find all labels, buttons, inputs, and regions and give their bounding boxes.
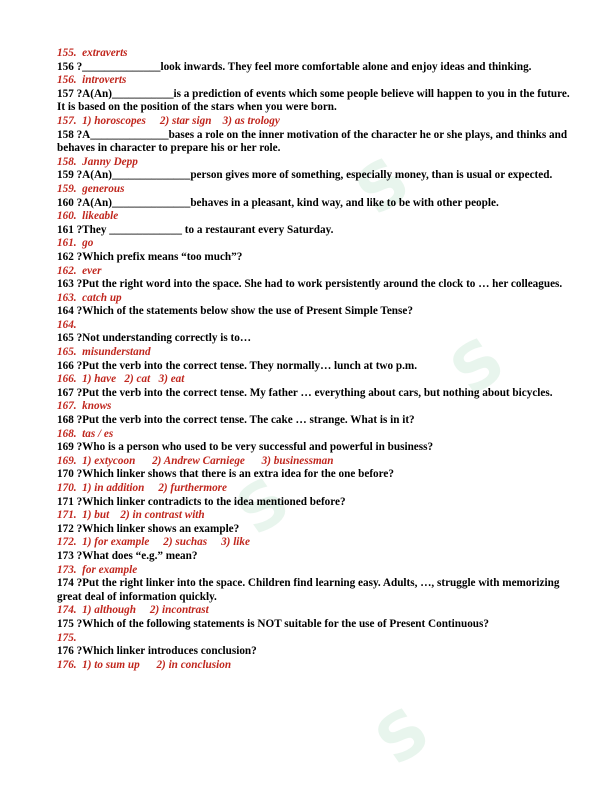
answer-text: 175.	[57, 631, 77, 644]
question-text: 166 ?Put the verb into the correct tense. They normally… lunch at two p.m.	[57, 359, 418, 372]
question-text: 160 ?A(An)______________behaves in a pleasant, kind way, and like to be with other people.	[57, 196, 499, 209]
question-text: 165 ?Not understanding correctly is to…	[57, 332, 252, 345]
answer-text: 158. Janny Depp	[57, 155, 138, 168]
answer-text: 156. introverts	[57, 74, 127, 87]
question-text: 170 ?Which linker shows that there is an extra idea for the one before?	[57, 468, 394, 481]
answer-text: 172. 1) for example 2) suchas 3) like	[57, 536, 250, 549]
question-text: 173 ?What does “e.g.” mean?	[57, 549, 198, 562]
answer-text: 159. generous	[57, 182, 125, 195]
answer-text: 164.	[57, 318, 77, 331]
watermark-logo-4: S	[362, 693, 444, 781]
answer-text: 157. 1) horoscopes 2) star sign 3) as trology	[57, 114, 280, 127]
watermark-logo-1: S	[342, 143, 424, 231]
question-text: 167 ?Put the verb into the correct tense. My father … everything about cars, but nothing about bicycles.	[57, 386, 553, 399]
answer-text: 160. likeable	[57, 210, 119, 223]
question-text: 162 ?Which prefix means “too much”?	[57, 250, 243, 263]
question-text: 171 ?Which linker contradicts to the idea mentioned before?	[57, 495, 346, 508]
answer-text: 174. 1) although 2) incontrast	[57, 604, 209, 617]
question-text: 174 ?Put the right linker into the space. Children find learning easy. Adults, …, struggle with memorizing great deal of information quickly.	[57, 577, 560, 603]
watermark-logo-3: S	[222, 463, 304, 551]
answer-text: 162. ever	[57, 264, 102, 277]
answer-text: 155. extraverts	[57, 47, 128, 59]
answer-text: 170. 1) in addition 2) furthermore	[57, 482, 228, 494]
question-text: 176 ?Which linker introduces conclusion?	[57, 645, 257, 658]
question-text: 172 ?Which linker shows an example?	[57, 522, 240, 535]
watermark-logo-2: S	[437, 323, 519, 411]
question-text: 169 ?Who is a person who used to be very successful and powerful in business?	[57, 441, 434, 454]
answer-text: 176. 1) to sum up 2) in conclusion	[57, 658, 232, 671]
question-text: 163 ?Put the right word into the space. She had to work persistently around the clock to … her colleagues.	[57, 278, 563, 291]
answer-text: 165. misunderstand	[57, 346, 151, 359]
question-text: 164 ?Which of the statements below show the use of Present Simple Tense?	[57, 305, 413, 318]
question-text: 157 ?A(An)___________is a prediction of events which some people believe will happen to you in the future. It is based on the position of the stars when you were born.	[57, 87, 570, 114]
answer-text: 169. 1) extycoon 2) Andrew Carniege 3) businessman	[57, 454, 334, 467]
question-list	[57, 47, 572, 672]
answer-text: 168. tas / es	[57, 427, 114, 440]
question-text: 175 ?Which of the following statements is NOT suitable for the use of Present Continuous?	[57, 617, 489, 630]
question-text: 158 ?A______________bases a role on the inner motivation of the character he or she plays, and thinks and behaves in character to prepare his or her role.	[57, 128, 568, 155]
answer-text: 171. 1) but 2) in contrast with	[57, 509, 205, 522]
answer-text: 163. catch up	[57, 291, 122, 304]
answer-text: 161. go	[57, 237, 94, 250]
question-text: 156 ?______________look inwards. They feel more comfortable alone and enjoy ideas and thinking.	[57, 60, 532, 73]
answer-text: 173. for example	[57, 563, 138, 576]
question-text: 168 ?Put the verb into the correct tense. The cake … strange. What is in it?	[57, 414, 415, 427]
answer-text: 166. 1) have 2) cat 3) eat	[57, 373, 185, 386]
answer-text: 167. knows	[57, 400, 112, 413]
question-text: 161 ?They _____________ to a restaurant every Saturday.	[57, 223, 334, 236]
question-text: 159 ?A(An)______________person gives more of something, especially money, than is usual or expected.	[57, 169, 553, 182]
